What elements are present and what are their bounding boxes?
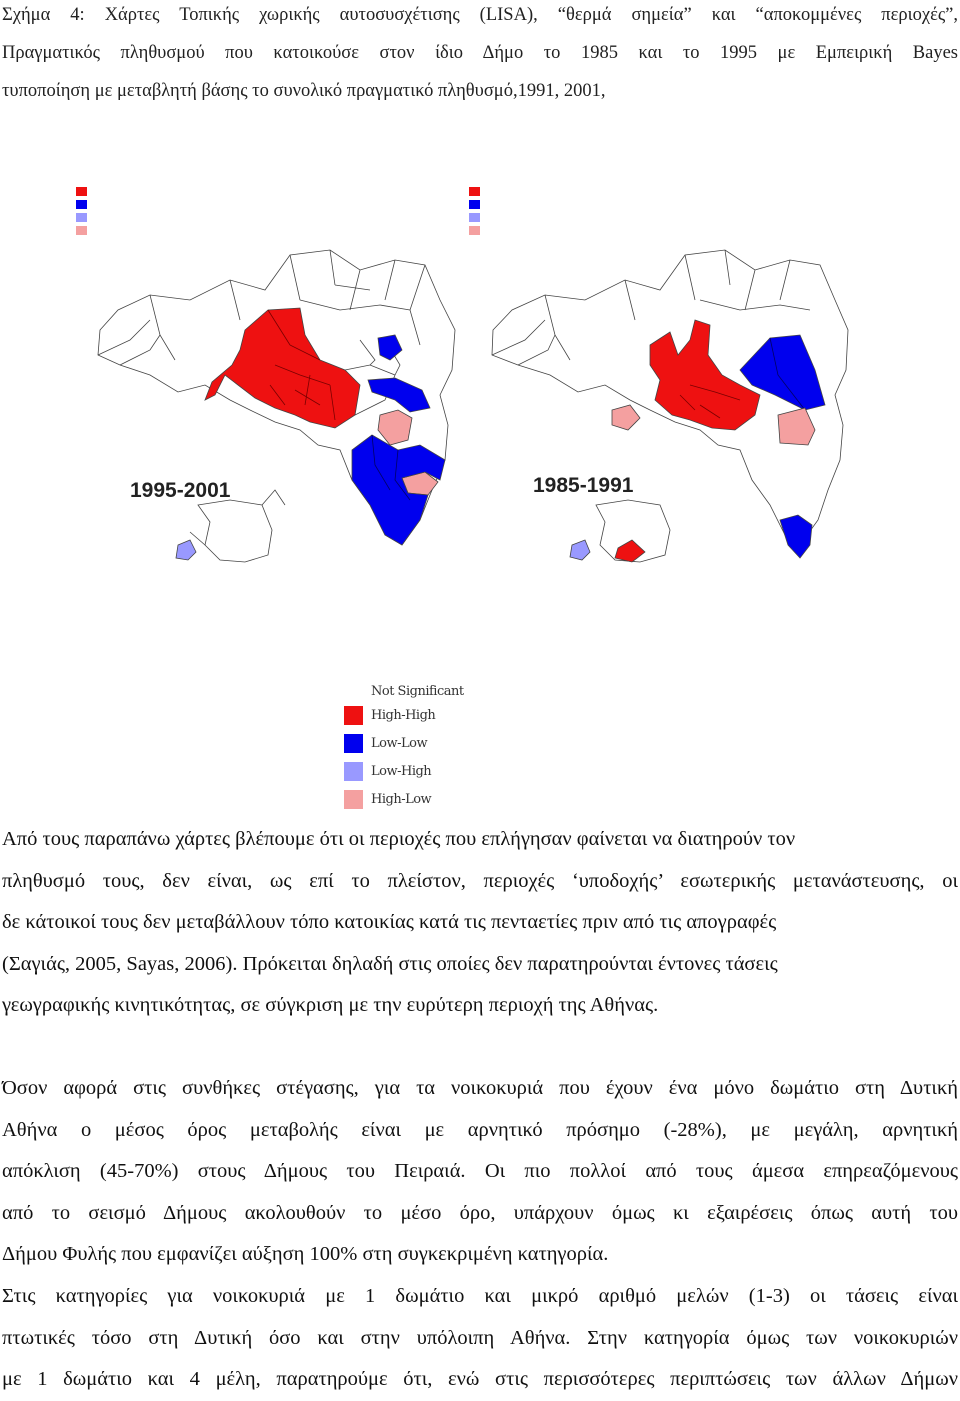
map-label-left: 1995-2001 — [130, 479, 231, 502]
legend-swatch — [344, 682, 363, 701]
caption-line-3: τυποποίηση με μεταβλητή βάσης το συνολικό πραγματικό πληθυσμό,1991, 2001, — [2, 81, 606, 101]
paragraph-line: πληθυσμό τους, δεν είναι, ως επί το πλείστον, περιοχές ‘υποδοχής’ εσωτερικής μετανάστευσης, οι — [2, 869, 958, 892]
paragraph-line: απόκλιση (45-70%) στους Δήμους του Πειραιά. Οι πιο πολλοί από τους άμεσα επηρεαζόμενους — [2, 1160, 958, 1182]
map-1985-1991 — [492, 250, 848, 562]
legend-swatch — [344, 734, 363, 753]
map-label-right: 1985-1991 — [533, 474, 634, 497]
legend-high-high — [344, 704, 435, 726]
paragraph-line: (Σαγιάς, 2005, Sayas, 2006). Πρόκειται δηλαδή στις οποίες δεν παρατηρούνται έντονες τάσεις — [2, 952, 778, 975]
right-map-swatches — [469, 187, 480, 235]
legend-high-low — [344, 788, 431, 810]
figure-caption — [2, 0, 958, 110]
paragraph-line: Από τους παραπάνω χάρτες βλέπουμε ότι οι περιοχές που επλήγησαν φαίνεται να διατηρούν τον — [2, 828, 796, 850]
paragraph-line: πτωτικές τόσο στη Δυτική όσο και στην υπόλοιπη Αθήνα. Στην κατηγορία όμως των νοικοκυριών — [2, 1326, 958, 1349]
legend-not-significant — [344, 680, 464, 702]
legend-label: Low-Low — [371, 735, 428, 751]
paragraph-line: δε κάτοικοί τους δεν μεταβάλλουν τόπο κατοικίας κατά τις πενταετίες πριν από τις απογραφές — [2, 911, 777, 933]
lisa-maps-figure — [0, 160, 960, 650]
map-legend — [344, 680, 544, 820]
paragraph-line: με 1 δωμάτιο και 4 μέλη, παρατηρούμε ότι, ενώ στις περισσότερες περιπτώσεις των άλλων Δήμων — [2, 1368, 958, 1390]
legend-label: Low-High — [371, 763, 432, 779]
paragraph-line: Δήμου Φυλής που εμφανίζει αύξηση 100% στη συγκεκριμένη κατηγορία. — [2, 1243, 609, 1265]
caption-line-1: Σχήμα 4: Χάρτες Τοπικής χωρικής αυτοσυσχέτισης (LISA), “θερμά σημεία” και “αποκομμένες περιοχές”, — [2, 5, 958, 25]
paragraph-1 — [2, 819, 958, 1027]
paragraph-3 — [2, 1276, 958, 1401]
legend-swatch — [344, 706, 363, 725]
legend-low-low — [344, 732, 427, 754]
legend-label: Not Significant — [371, 683, 464, 699]
legend-swatch — [344, 790, 363, 809]
caption-line-2: Πραγματικός πληθυσμού που κατοικούσε στον ίδιο Δήμο το 1985 και το 1995 με Εμπειρική Bayes — [2, 43, 958, 63]
paragraph-line: Αθήνα ο μέσος όρος μεταβολής είναι με αρνητικό πρόσημο (-28%), με μεγάλη, αρνητική — [2, 1118, 958, 1141]
paragraph-2 — [2, 1068, 958, 1276]
left-map-swatches — [76, 187, 87, 235]
paragraph-line: Στις κατηγορίες για νοικοκυριά με 1 δωμάτιο και μικρό αριθμό μελών (1-3) οι τάσεις είναι — [2, 1285, 958, 1307]
map-1995-2001 — [98, 250, 455, 562]
legend-swatch — [344, 762, 363, 781]
legend-label: High-Low — [371, 791, 432, 807]
legend-label: High-High — [371, 707, 436, 723]
paragraph-line: γεωγραφικής κινητικότητας, σε σύγκριση με την ευρύτερη περιοχή της Αθήνας. — [2, 994, 659, 1016]
paragraph-line: από το σεισμό Δήμους ακολουθούν το μέσο όρο, υπάρχουν όμως κι εξαιρέσεις όπως αυτή του — [2, 1201, 958, 1224]
paragraph-line: Όσον αφορά στις συνθήκες στέγασης, για τα νοικοκυριά που έχουν ένα μόνο δωμάτιο στη Δυτική — [2, 1077, 958, 1099]
legend-low-high — [344, 760, 431, 782]
